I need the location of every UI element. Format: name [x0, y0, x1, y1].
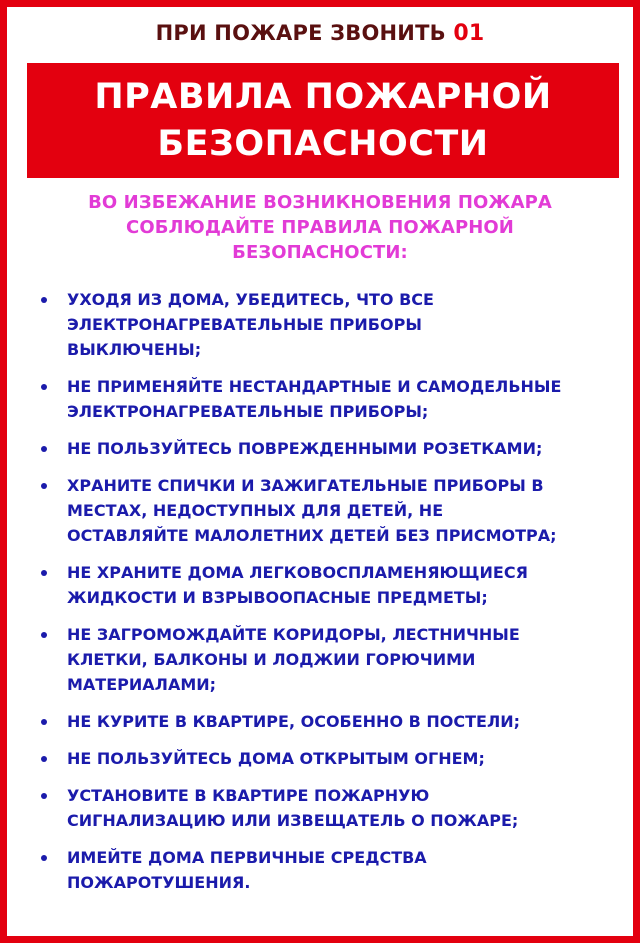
rule-item — [33, 845, 625, 895]
rule-line: НЕ КУРИТЕ В КВАРТИРЕ, ОСОБЕННО В ПОСТЕЛИ; — [67, 712, 521, 731]
rule-line: МАТЕРИАЛАМИ; — [67, 675, 217, 694]
title-line: БЕЗОПАСНОСТИ — [157, 123, 489, 164]
bullet-icon — [41, 570, 47, 576]
rule-line: НЕ ЗАГРОМОЖДАЙТЕ КОРИДОРЫ, ЛЕСТНИЧНЫЕ — [67, 625, 520, 644]
rule-line: УХОДЯ ИЗ ДОМА, УБЕДИТЕСЬ, ЧТО ВСЕ — [67, 290, 434, 309]
rule-line: ЭЛЕКТРОНАГРЕВАТЕЛЬНЫЕ ПРИБОРЫ — [67, 315, 422, 334]
rule-line: ВЫКЛЮЧЕНЫ; — [67, 340, 202, 359]
rule-line: СИГНАЛИЗАЦИЮ ИЛИ ИЗВЕЩАТЕЛЬ О ПОЖАРЕ; — [67, 811, 519, 830]
rule-line: НЕ ПРИМЕНЯЙТЕ НЕСТАНДАРТНЫЕ И САМОДЕЛЬНЫЕ — [67, 377, 562, 396]
emergency-phone-number: 01 — [453, 21, 485, 46]
rule-item — [33, 560, 625, 610]
rules-list — [33, 287, 625, 895]
bullet-icon — [41, 297, 47, 303]
title-line: ПРАВИЛА ПОЖАРНОЙ — [94, 76, 552, 117]
bullet-icon — [41, 793, 47, 799]
bullet-icon — [41, 446, 47, 452]
rule-item — [33, 473, 625, 548]
rule-line: ИМЕЙТЕ ДОМА ПЕРВИЧНЫЕ СРЕДСТВА — [67, 848, 427, 867]
rule-line: ЭЛЕКТРОНАГРЕВАТЕЛЬНЫЕ ПРИБОРЫ; — [67, 402, 429, 421]
rule-item — [33, 287, 625, 362]
rule-line: ЖИДКОСТИ И ВЗРЫВООПАСНЫЕ ПРЕДМЕТЫ; — [67, 588, 488, 607]
rule-line: ОСТАВЛЯЙТЕ МАЛОЛЕТНИХ ДЕТЕЙ БЕЗ ПРИСМОТРА; — [67, 526, 557, 545]
rule-item — [33, 746, 625, 771]
subtitle-line: БЕЗОПАСНОСТИ: — [232, 242, 408, 263]
rule-item — [33, 709, 625, 734]
rule-item — [33, 783, 625, 833]
rule-line: НЕ ПОЛЬЗУЙТЕСЬ ПОВРЕЖДЕННЫМИ РОЗЕТКАМИ; — [67, 439, 543, 458]
subtitle-line: ВО ИЗБЕЖАНИЕ ВОЗНИКНОВЕНИЯ ПОЖАРА — [88, 192, 552, 213]
rule-line: УСТАНОВИТЕ В КВАРТИРЕ ПОЖАРНУЮ — [67, 786, 430, 805]
bullet-icon — [41, 756, 47, 762]
bullet-icon — [41, 632, 47, 638]
bullet-icon — [41, 719, 47, 725]
bullet-icon — [41, 384, 47, 390]
subtitle — [47, 190, 593, 265]
rule-line: НЕ ПОЛЬЗУЙТЕСЬ ДОМА ОТКРЫТЫМ ОГНЕМ; — [67, 749, 485, 768]
rule-item — [33, 622, 625, 697]
emergency-call-text: ПРИ ПОЖАРЕ ЗВОНИТЬ — [155, 21, 446, 45]
bullet-icon — [41, 483, 47, 489]
emergency-call-line — [7, 21, 633, 46]
rule-line: КЛЕТКИ, БАЛКОНЫ И ЛОДЖИИ ГОРЮЧИМИ — [67, 650, 476, 669]
rule-line: ПОЖАРОТУШЕНИЯ. — [67, 873, 251, 892]
rule-line: ХРАНИТЕ СПИЧКИ И ЗАЖИГАТЕЛЬНЫЕ ПРИБОРЫ В — [67, 476, 544, 495]
rule-line: МЕСТАХ, НЕДОСТУПНЫХ ДЛЯ ДЕТЕЙ, НЕ — [67, 501, 444, 520]
bullet-icon — [41, 855, 47, 861]
title-banner — [27, 63, 619, 178]
rule-item — [33, 374, 625, 424]
rule-item — [33, 436, 625, 461]
subtitle-line: СОБЛЮДАЙТЕ ПРАВИЛА ПОЖАРНОЙ — [126, 217, 514, 238]
rule-line: НЕ ХРАНИТЕ ДОМА ЛЕГКОВОСПЛАМЕНЯЮЩИЕСЯ — [67, 563, 528, 582]
